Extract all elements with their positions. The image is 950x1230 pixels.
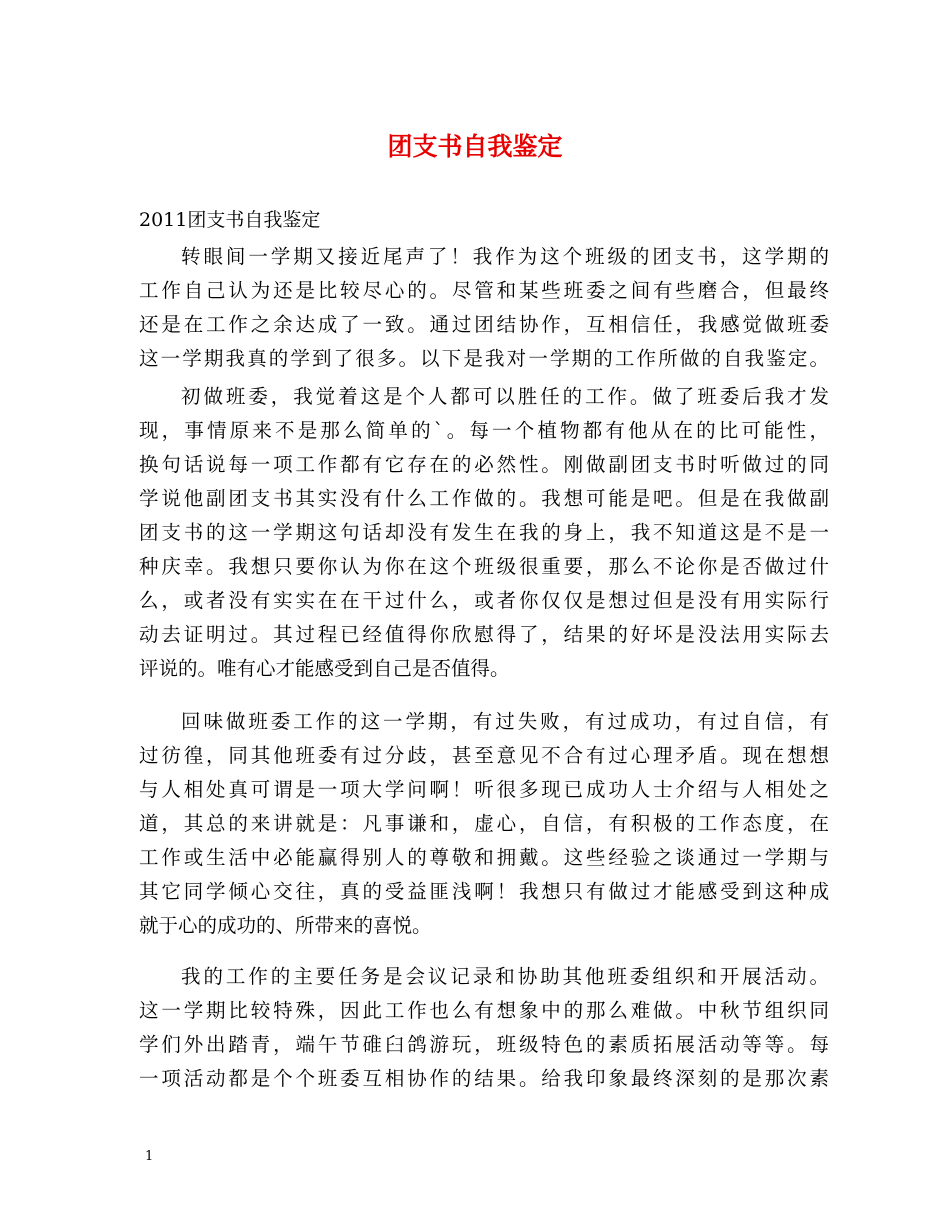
paragraph-line: 初做班委，我觉着这是个人都可以胜任的工作。做了班委后我才发 [181,385,829,408]
paragraph-line: 这一学期比较特殊，因此工作也么有想象中的那么难做。中秋节组织同 [139,999,829,1022]
paragraph-line: 我的工作的主要任务是会议记录和协助其他班委组织和开展活动。 [181,965,829,988]
paragraph-line: 学们外出踏青，端午节碓臼鸽游玩，班级特色的素质拓展活动等等。每 [139,1033,829,1056]
page-number: 1 [145,1149,154,1164]
paragraph-line: 动去证明过。其过程已经值得你欣慰得了，结果的好坏是没法用实际去 [139,623,829,646]
paragraph-line: 道，其总的来讲就是：凡事谦和，虚心，自信，有积极的工作态度，在 [139,812,829,835]
paragraph-line: 现，事情原来不是那么简单的`。每一个植物都有他从在的比可能性， [139,419,829,442]
paragraph-line: 回味做班委工作的这一学期，有过失败，有过成功，有过自信，有 [181,710,829,733]
paragraph-line: 评说的。唯有心才能感受到自己是否值得。 [139,657,510,680]
paragraph-line: 种庆幸。我想只要你认为你在这个班级很重要，那么不论你是否做过什 [139,555,829,578]
paragraph-line: 过彷徨，同其他班委有过分歧，甚至意见不合有过心理矛盾。现在想想 [139,744,829,767]
paragraph-line: 其它同学倾心交往，真的受益匪浅啊！我想只有做过才能感受到这种成 [139,880,829,903]
paragraph-line: 工作自己认为还是比较尽心的。尽管和某些班委之间有些磨合，但最终 [139,279,829,302]
paragraph-line: 学说他副团支书其实没有什么工作做的。我想可能是吧。但是在我做副 [139,487,829,510]
document-subtitle: 2011团支书自我鉴定 [139,209,321,231]
paragraph-line: 还是在工作之余达成了一致。通过团结协作，互相信任，我感觉做班委 [139,313,829,336]
document-title: 团支书自我鉴定 [387,132,563,161]
paragraph-line: 与人相处真可谓是一项大学问啊！听很多现已成功人士介绍与人相处之 [139,778,829,801]
paragraph-line: 这一学期我真的学到了很多。以下是我对一学期的工作所做的自我鉴定。 [139,347,829,370]
paragraph-line: 一项活动都是个个班委互相协作的结果。给我印象最终深刻的是那次素 [139,1067,829,1090]
paragraph-line: 换句话说每一项工作都有它存在的必然性。刚做副团支书时听做过的同 [139,453,829,476]
paragraph-line: 就于心的成功的、所带来的喜悦。 [139,914,432,937]
paragraph-line: 么，或者没有实实在在干过什么，或者你仅仅是想过但是没有用实际行 [139,589,829,612]
paragraph-line: 团支书的这一学期这句话却没有发生在我的身上，我不知道这是不是一 [139,521,829,544]
paragraph-line: 转眼间一学期又接近尾声了！我作为这个班级的团支书，这学期的 [181,245,829,268]
paragraph-line: 工作或生活中必能赢得别人的尊敬和拥戴。这些经验之谈通过一学期与 [139,846,829,869]
